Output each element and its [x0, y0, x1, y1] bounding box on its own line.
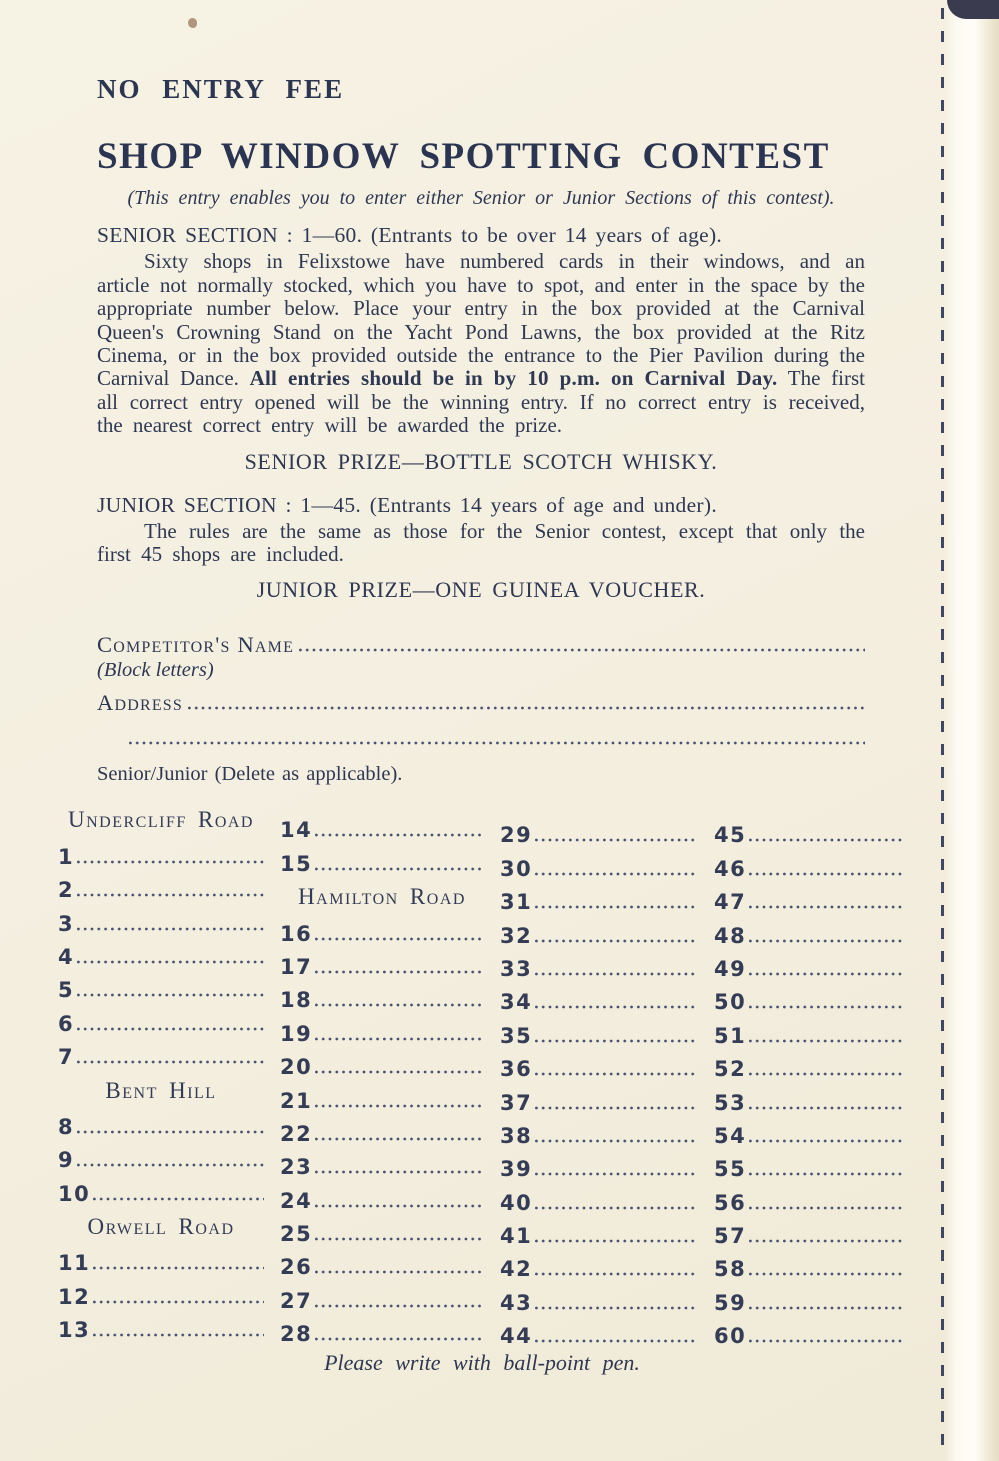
shop-number-29: 29 — [500, 823, 533, 848]
entry-row-40 — [500, 1182, 714, 1215]
shop-number-19: 19 — [280, 1021, 313, 1046]
address-label: Address — [97, 690, 184, 716]
shop-number-7: 7 — [58, 1045, 75, 1070]
perforation-dashed-line — [941, 8, 944, 1455]
entry-row-7 — [58, 1037, 280, 1070]
entry-blank-line-31 — [535, 905, 698, 909]
shop-number-10: 10 — [58, 1181, 91, 1206]
entry-row-20 — [280, 1047, 500, 1080]
entry-row-26 — [280, 1247, 500, 1280]
shop-number-26: 26 — [280, 1255, 313, 1280]
shop-number-43: 43 — [500, 1290, 533, 1315]
shop-number-35: 35 — [500, 1023, 533, 1048]
entry-row-35 — [500, 1015, 714, 1048]
entry-blank-line-44 — [535, 1339, 698, 1343]
entry-form — [97, 633, 865, 785]
junior-prize-line: JUNIOR PRIZE—ONE GUINEA VOUCHER. — [256, 577, 706, 603]
entry-grid-column-3 — [500, 815, 714, 1349]
entry-blank-line-46 — [749, 872, 904, 876]
shop-number-40: 40 — [500, 1190, 533, 1215]
junior-section-heading: JUNIOR SECTION : 1—45. (Entrants 14 years of age and under). — [97, 492, 718, 517]
entry-blank-line-14 — [315, 833, 484, 837]
entry-row-49 — [714, 949, 906, 982]
entry-blank-line-3 — [77, 927, 264, 931]
entry-row-4 — [58, 937, 280, 970]
junior-section — [97, 493, 865, 604]
shop-number-32: 32 — [500, 923, 533, 948]
contest-subtitle: (This entry enables you to enter either Senior or Junior Sections of this contest). — [127, 187, 835, 209]
entry-row-28 — [280, 1314, 500, 1347]
entry-row-27 — [280, 1280, 500, 1313]
entry-row-55 — [714, 1149, 906, 1182]
entry-blank-line-2 — [77, 893, 264, 897]
entry-row-36 — [500, 1049, 714, 1082]
entry-row-50 — [714, 982, 906, 1015]
entry-row-3 — [58, 903, 280, 936]
shop-number-27: 27 — [280, 1288, 313, 1313]
shop-number-55: 55 — [714, 1157, 747, 1182]
entry-blank-line-33 — [535, 972, 698, 976]
entry-blank-line-23 — [315, 1170, 484, 1174]
entry-blank-line-5 — [77, 993, 264, 997]
shop-number-46: 46 — [714, 856, 747, 881]
shop-number-3: 3 — [58, 911, 75, 936]
entry-row-24 — [280, 1180, 500, 1213]
shop-number-37: 37 — [500, 1090, 533, 1115]
shop-number-28: 28 — [280, 1322, 313, 1347]
entry-blank-line-51 — [749, 1039, 904, 1043]
shop-number-1: 1 — [58, 844, 75, 869]
entry-blank-line-53 — [749, 1106, 904, 1110]
entry-row-21 — [280, 1080, 500, 1113]
senior-paragraph-text: Sixty shops in Felixstowe have numbered cards in their windows, and an article not normally stocked, which you have to spot, and enter in the space by the appropriate number below. Place your entry in the box provided at the Carnival Queen's Crowning Stand on the Yacht Pond Lawns, the box provided at the Ritz Cinema, or in the box provided outside the entrance to the Pier Pavilion during the Carnival Dance. — [97, 249, 865, 391]
shop-number-23: 23 — [280, 1155, 313, 1180]
entry-blank-line-52 — [749, 1072, 904, 1076]
entry-row-9 — [58, 1140, 280, 1173]
shop-number-39: 39 — [500, 1157, 533, 1182]
entry-row-29 — [500, 815, 714, 848]
entry-blank-line-35 — [535, 1039, 698, 1043]
entry-row-59 — [714, 1282, 906, 1315]
entry-grid-column-1 — [58, 800, 280, 1349]
entry-grid — [58, 800, 906, 1349]
entry-blank-line-50 — [749, 1005, 904, 1009]
entry-row-45 — [714, 815, 906, 848]
entry-row-19 — [280, 1013, 500, 1046]
entry-blank-line-41 — [535, 1239, 698, 1243]
address-blank-line-2 — [129, 741, 865, 745]
entry-blank-line-43 — [535, 1306, 698, 1310]
page-content — [97, 74, 865, 786]
entry-blank-line-48 — [749, 939, 904, 943]
entry-row-11 — [58, 1243, 280, 1276]
shop-number-36: 36 — [500, 1057, 533, 1082]
entry-row-22 — [280, 1114, 500, 1147]
shop-number-45: 45 — [714, 823, 747, 848]
entry-row-53 — [714, 1082, 906, 1115]
shop-number-21: 21 — [280, 1088, 313, 1113]
entry-row-58 — [714, 1249, 906, 1282]
entry-row-14 — [280, 810, 500, 843]
senior-paragraph-text-after: The first all correct entry opened will be the winning entry. If no correct entry is received, the nearest correct entry will be awarded the prize. — [97, 366, 865, 438]
entry-blank-line-34 — [535, 1005, 698, 1009]
entry-grid-column-2 — [280, 810, 500, 1349]
shop-number-6: 6 — [58, 1011, 75, 1036]
entry-blank-line-47 — [749, 905, 904, 909]
entry-blank-line-15 — [315, 867, 484, 871]
entry-blank-line-18 — [315, 1003, 484, 1007]
entry-blank-line-22 — [315, 1137, 484, 1141]
entry-grid-column-4 — [714, 815, 906, 1349]
entry-blank-line-55 — [749, 1172, 904, 1176]
entry-blank-line-24 — [315, 1204, 484, 1208]
entry-blank-line-1 — [77, 860, 264, 864]
no-entry-fee-heading: NO ENTRY FEE — [97, 74, 345, 104]
competitor-name-blank-line — [299, 648, 865, 652]
entry-row-33 — [500, 949, 714, 982]
road-heading-bent-hill: Bent Hill — [105, 1077, 217, 1103]
entry-blank-line-12 — [93, 1300, 264, 1304]
junior-section-paragraph: The rules are the same as those for the Senior contest, except that only the first 45 shops are included. — [97, 518, 865, 567]
shop-number-51: 51 — [714, 1023, 747, 1048]
road-heading-undercliff-road: Undercliff Road — [68, 807, 254, 833]
road-heading-orwell-road: Orwell Road — [87, 1214, 235, 1240]
entry-blank-line-13 — [93, 1333, 264, 1337]
entry-blank-line-32 — [535, 939, 698, 943]
entry-blank-line-8 — [77, 1130, 264, 1134]
block-letters-note: (Block letters) — [97, 659, 214, 682]
address-row-2 — [97, 741, 865, 750]
entry-blank-line-21 — [315, 1104, 484, 1108]
entry-blank-line-58 — [749, 1272, 904, 1276]
shop-number-9: 9 — [58, 1148, 75, 1173]
shop-number-4: 4 — [58, 944, 75, 969]
senior-section-heading: SENIOR SECTION : 1—60. (Entrants to be over 14 years of age). — [97, 223, 723, 248]
paper-speck — [188, 18, 197, 28]
contest-title: SHOP WINDOW SPOTTING CONTEST — [97, 136, 830, 177]
entry-row-57 — [714, 1216, 906, 1249]
road-heading-hamilton-road: Hamilton Road — [298, 884, 466, 910]
entry-blank-line-30 — [535, 872, 698, 876]
entry-row-2 — [58, 870, 280, 903]
entry-blank-line-29 — [535, 838, 698, 842]
entry-row-12 — [58, 1276, 280, 1309]
shop-number-41: 41 — [500, 1224, 533, 1249]
entry-blank-line-4 — [77, 960, 264, 964]
shop-number-47: 47 — [714, 890, 747, 915]
entry-blank-line-54 — [749, 1139, 904, 1143]
entry-row-51 — [714, 1015, 906, 1048]
entry-blank-line-25 — [315, 1237, 484, 1241]
competitor-name-label: Competitor's Name — [97, 632, 295, 658]
deadline-bold-text: All entries should be in by 10 p.m. on Carnival Day. — [249, 366, 778, 391]
shop-number-38: 38 — [500, 1123, 533, 1148]
senior-section-paragraph — [97, 250, 865, 437]
entry-blank-line-28 — [315, 1337, 484, 1341]
shop-number-44: 44 — [500, 1324, 533, 1349]
entry-row-38 — [500, 1116, 714, 1149]
entry-blank-line-39 — [535, 1172, 698, 1176]
entry-row-16 — [280, 913, 500, 946]
entry-blank-line-9 — [77, 1163, 264, 1167]
entry-row-30 — [500, 848, 714, 881]
shop-number-2: 2 — [58, 878, 75, 903]
entry-row-1 — [58, 836, 280, 869]
entry-row-15 — [280, 843, 500, 876]
entry-blank-line-57 — [749, 1239, 904, 1243]
entry-row-8 — [58, 1107, 280, 1140]
entry-row-60 — [714, 1316, 906, 1349]
entry-row-18 — [280, 980, 500, 1013]
competitor-name-row — [97, 633, 865, 657]
entry-blank-line-56 — [749, 1206, 904, 1210]
entry-row-47 — [714, 882, 906, 915]
entry-row-52 — [714, 1049, 906, 1082]
shop-number-8: 8 — [58, 1114, 75, 1139]
shop-number-30: 30 — [500, 856, 533, 881]
entry-blank-line-40 — [535, 1206, 698, 1210]
shop-number-54: 54 — [714, 1123, 747, 1148]
shop-number-60: 60 — [714, 1324, 747, 1349]
shop-number-13: 13 — [58, 1318, 91, 1343]
shop-number-52: 52 — [714, 1057, 747, 1082]
entry-blank-line-6 — [77, 1027, 264, 1031]
entry-blank-line-17 — [315, 970, 484, 974]
shop-number-5: 5 — [58, 978, 75, 1003]
shop-number-49: 49 — [714, 956, 747, 981]
entry-blank-line-26 — [315, 1270, 484, 1274]
shop-number-31: 31 — [500, 890, 533, 915]
shop-number-33: 33 — [500, 956, 533, 981]
entry-row-10 — [58, 1173, 280, 1206]
shop-number-12: 12 — [58, 1284, 91, 1309]
entry-row-32 — [500, 915, 714, 948]
shop-number-16: 16 — [280, 921, 313, 946]
shop-number-18: 18 — [280, 988, 313, 1013]
entry-row-6 — [58, 1003, 280, 1036]
shop-number-34: 34 — [500, 990, 533, 1015]
entry-row-31 — [500, 882, 714, 915]
shop-number-50: 50 — [714, 990, 747, 1015]
address-row — [97, 691, 865, 715]
shop-number-15: 15 — [280, 851, 313, 876]
entry-row-48 — [714, 915, 906, 948]
entry-row-42 — [500, 1249, 714, 1282]
shop-number-17: 17 — [280, 954, 313, 979]
entry-blank-line-37 — [535, 1106, 698, 1110]
entry-blank-line-36 — [535, 1072, 698, 1076]
entry-row-37 — [500, 1082, 714, 1115]
shop-number-48: 48 — [714, 923, 747, 948]
entry-blank-line-16 — [315, 937, 484, 941]
shop-number-59: 59 — [714, 1290, 747, 1315]
senior-prize-line: SENIOR PRIZE—BOTTLE SCOTCH WHISKY. — [244, 448, 718, 474]
entry-row-46 — [714, 848, 906, 881]
shop-number-20: 20 — [280, 1055, 313, 1080]
entry-row-44 — [500, 1316, 714, 1349]
entry-row-17 — [280, 947, 500, 980]
entry-row-56 — [714, 1182, 906, 1215]
shop-number-57: 57 — [714, 1224, 747, 1249]
shop-number-14: 14 — [280, 818, 313, 843]
entry-blank-line-27 — [315, 1304, 484, 1308]
shop-number-24: 24 — [280, 1188, 313, 1213]
shop-number-56: 56 — [714, 1190, 747, 1215]
shop-number-11: 11 — [58, 1251, 91, 1276]
entry-row-39 — [500, 1149, 714, 1182]
entry-blank-line-49 — [749, 972, 904, 976]
shop-number-58: 58 — [714, 1257, 747, 1282]
section-choice-line: Senior/Junior (Delete as applicable). — [97, 762, 403, 785]
entry-blank-line-38 — [535, 1139, 698, 1143]
entry-blank-line-19 — [315, 1037, 484, 1041]
shop-number-53: 53 — [714, 1090, 747, 1115]
entry-row-34 — [500, 982, 714, 1015]
shop-number-22: 22 — [280, 1121, 313, 1146]
address-blank-line — [188, 706, 865, 710]
footer-note: Please write with ball-point pen. — [324, 1350, 640, 1375]
entry-blank-line-20 — [315, 1070, 484, 1074]
entry-row-54 — [714, 1116, 906, 1149]
entry-blank-line-11 — [93, 1266, 264, 1270]
entry-row-5 — [58, 970, 280, 1003]
entry-blank-line-60 — [749, 1339, 904, 1343]
entry-blank-line-42 — [535, 1272, 698, 1276]
shop-number-25: 25 — [280, 1222, 313, 1247]
entry-blank-line-10 — [93, 1197, 264, 1201]
entry-row-25 — [280, 1214, 500, 1247]
entry-row-41 — [500, 1216, 714, 1249]
entry-row-23 — [280, 1147, 500, 1180]
entry-row-43 — [500, 1282, 714, 1315]
entry-row-13 — [58, 1310, 280, 1343]
entry-blank-line-45 — [749, 838, 904, 842]
entry-blank-line-7 — [77, 1060, 264, 1064]
shop-number-42: 42 — [500, 1257, 533, 1282]
entry-blank-line-59 — [749, 1306, 904, 1310]
page-edge — [945, 0, 999, 1461]
